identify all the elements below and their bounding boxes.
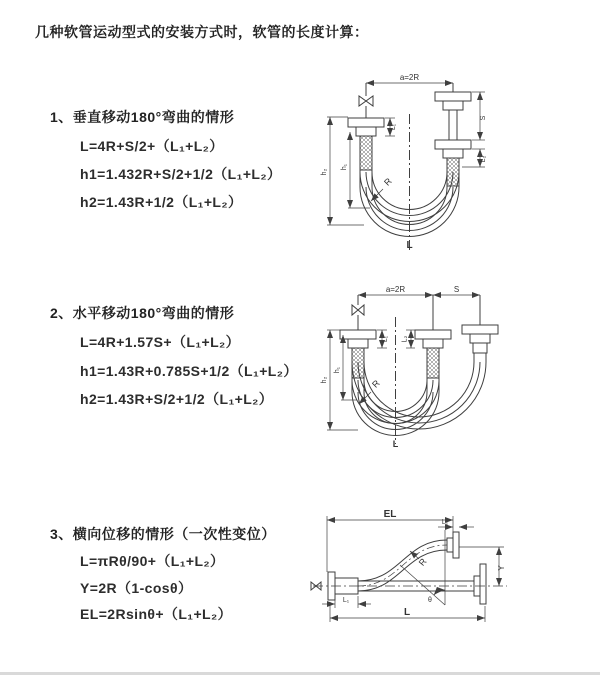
section-2-heading: 2、水平移动180°弯曲的情形	[50, 305, 235, 321]
dim-label-h1: h₁	[341, 163, 348, 171]
section-3-formula-EL: EL=2Rsinθ+（L₁+L₂）	[80, 606, 233, 622]
section-3-formula-L: L=πRθ/90+（L₁+L₂）	[80, 553, 225, 569]
right-pipe-flange	[435, 83, 471, 186]
dim-label-el: EL	[383, 509, 397, 520]
section-1-formula-h1: h1=1.432R+S/2+1/2（L₁+L₂）	[80, 166, 282, 182]
upper-flange-displaced	[447, 532, 459, 558]
section-1-formula-h2: h2=1.43R+1/2（L₁+L₂）	[80, 194, 243, 210]
radius-label: R	[370, 378, 382, 390]
angle-label: θ	[428, 597, 432, 604]
hose-s-curve-displaced	[358, 540, 447, 591]
section-2-formula-L: L=4R+1.57S+（L₁+L₂）	[80, 334, 241, 350]
radius-label: R	[416, 556, 429, 568]
right-pipe-flange	[462, 295, 498, 353]
section-3-formula-Y: Y=2R（1-cosθ）	[80, 580, 193, 596]
dim-label-l1: L₁	[382, 335, 389, 343]
dim-label-y: Y	[497, 565, 506, 571]
dim-label-s: S	[480, 115, 487, 121]
section-2-formula-h1: h1=1.43R+0.785S+1/2（L₁+L₂）	[80, 363, 298, 379]
diagram-horizontal-180	[312, 282, 598, 462]
dim-label-s: S	[453, 285, 460, 294]
dim-label-l: L	[403, 607, 411, 618]
dim-el	[327, 516, 453, 572]
valve-icon	[359, 83, 373, 118]
section-3-heading: 3、横向位移的情形（一次性变位）	[50, 526, 276, 542]
dim-label-l2: L₂	[401, 335, 409, 343]
radius-label: R	[382, 176, 394, 188]
dim-label-l1: L₁	[390, 123, 397, 131]
length-label: L	[406, 240, 413, 251]
dim-label-l2: L₂	[480, 155, 487, 163]
middle-pipe-flange	[415, 295, 451, 378]
dim-label-a2r: a=2R	[385, 285, 406, 294]
section-2-formula-h2: h2=1.43R+S/2+1/2（L₁+L₂）	[80, 391, 274, 407]
section-1-heading: 1、垂直移动180°弯曲的情形	[50, 109, 235, 125]
left-pipe-flange	[340, 330, 376, 378]
left-pipe-flange	[348, 118, 384, 170]
page-title: 几种软管运动型式的安装方式时，软管的长度计算：	[35, 24, 369, 40]
dim-label-l1-top: L₁	[441, 519, 449, 526]
radius-leader	[410, 551, 419, 559]
dim-label-h2: h₂	[321, 376, 328, 384]
right-flange-original	[474, 564, 486, 604]
dim-label-h1: h₁	[334, 366, 341, 374]
dim-label-a2r: a=2R	[399, 73, 420, 82]
hose-u-bends	[352, 353, 486, 436]
dim-h2	[327, 330, 358, 430]
dim-label-l1-bottom: L₁	[342, 597, 350, 604]
diagram-vertical-180	[312, 72, 588, 258]
diagram-lateral-displacement	[302, 502, 598, 658]
valve-icon	[352, 295, 364, 330]
length-label: L	[392, 439, 399, 449]
dim-label-h2: h₂	[321, 168, 328, 176]
section-1-formula-L: L=4R+S/2+（L₁+L₂）	[80, 138, 224, 154]
